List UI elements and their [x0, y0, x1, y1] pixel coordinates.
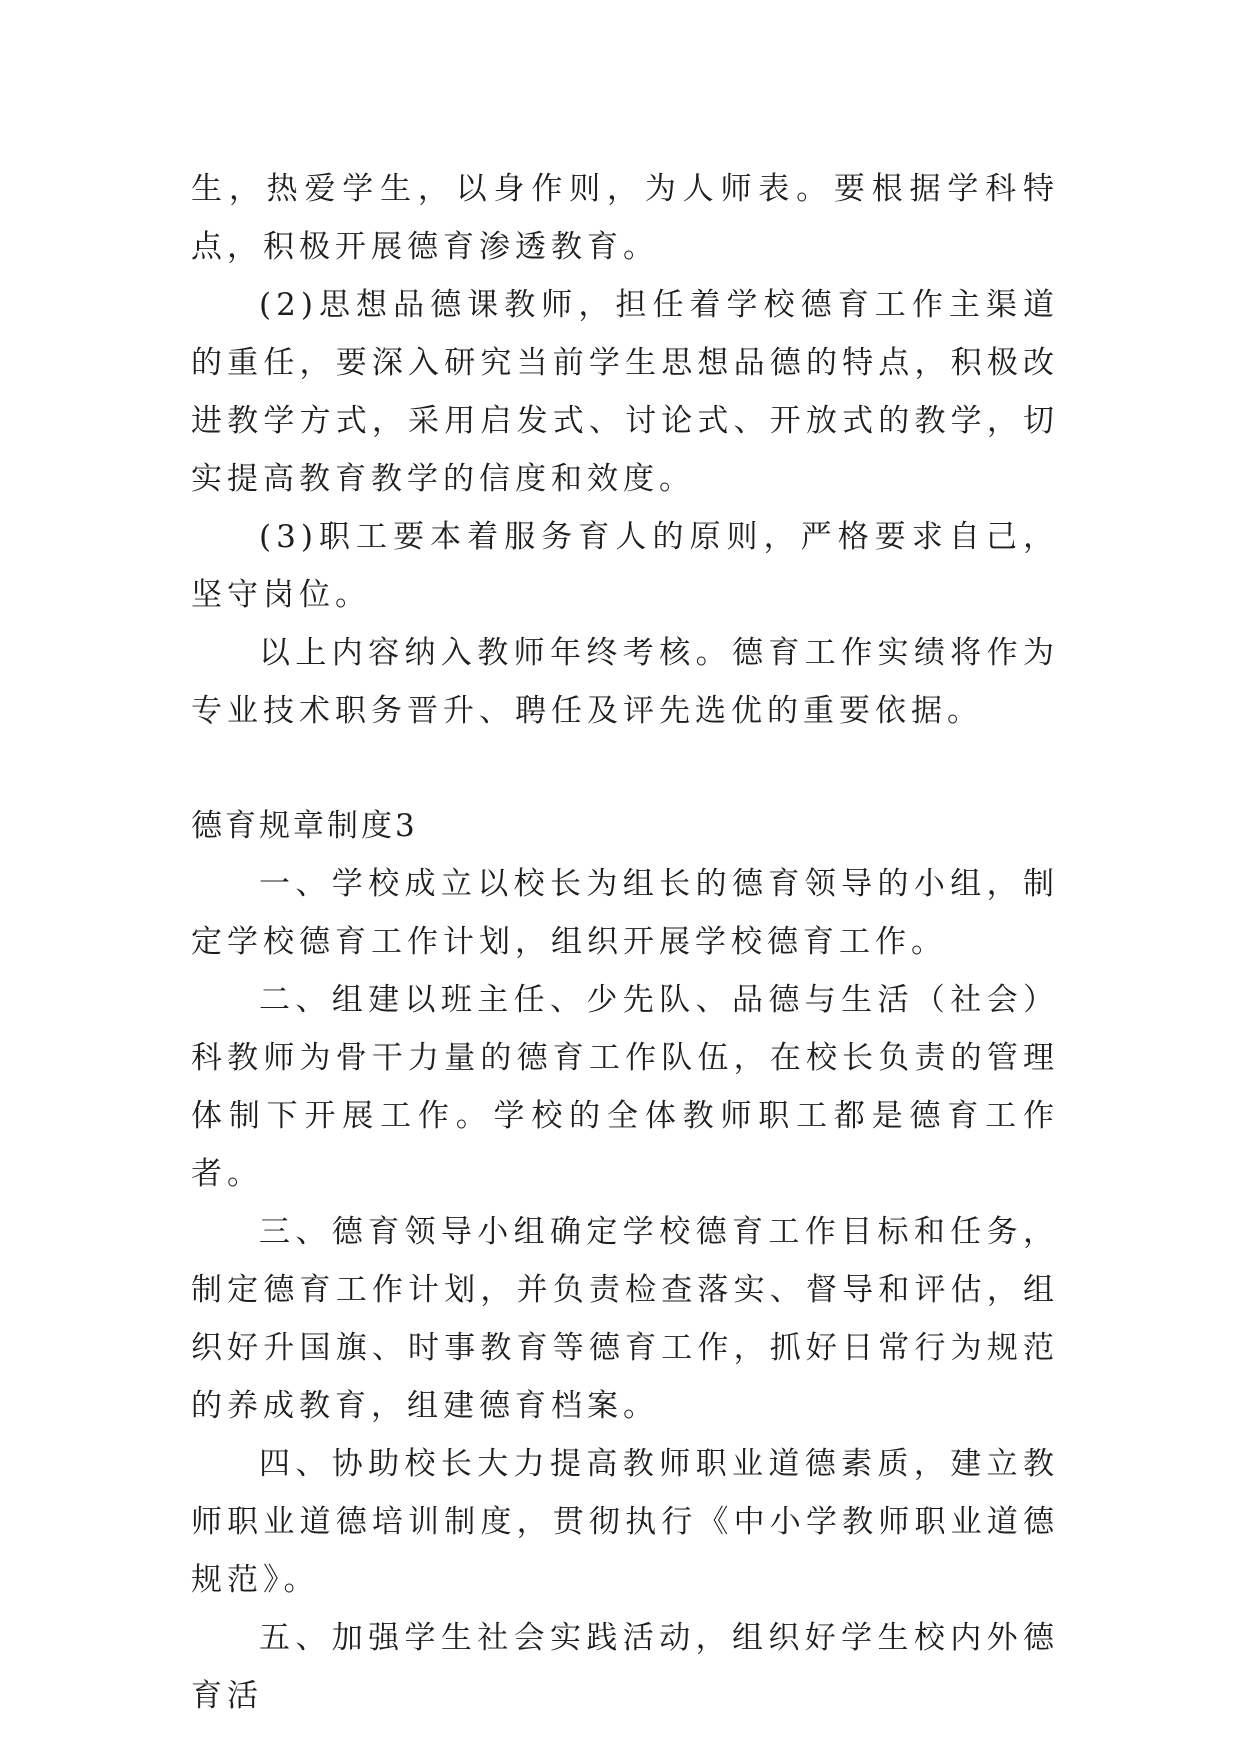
section-paragraph-2: 二、组建以班主任、少先队、品德与生活（社会）科教师为骨干力量的德育工作队伍，在校长负责的管理体制下开展工作。学校的全体教师职工都是德育工作者。 — [191, 982, 1059, 1192]
section-paragraph-3: 三、德育领导小组确定学校德育工作目标和任务，制定德育工作计划，并负责检查落实、督导和评估，组织好升国旗、时事教育等德育工作，抓好日常行为规范的养成教育，组建德育档案。 — [191, 1214, 1059, 1424]
paragraph-assessment: 以上内容纳入教师年终考核。德育工作实绩将作为专业技术职务晋升、聘任及评先选优的重要依据。 — [191, 635, 1059, 729]
section-paragraph-4: 四、协助校长大力提高教师职业道德素质，建立教师职业道德培训制度，贯彻执行《中小学教师职业道德规范》。 — [191, 1446, 1059, 1598]
section-paragraph-1: 一、学校成立以校长为组长的德育领导的小组，制定学校德育工作计划，组织开展学校德育工作。 — [191, 866, 1059, 960]
paragraph-item-3: (3)职工要本着服务育人的原则，严格要求自己，坚守岗位。 — [191, 519, 1059, 613]
section-title: 德育规章制度3 — [191, 808, 418, 844]
paragraph-item-2: (2)思想品德课教师，担任着学校德育工作主渠道的重任，要深入研究当前学生思想品德的特点，积极改进教学方式，采用启发式、讨论式、开放式的教学，切实提高教育教学的信度和效度。 — [191, 287, 1059, 497]
document-body — [191, 160, 1059, 1725]
section-paragraph-5: 五、加强学生社会实践活动，组织好学生校内外德育活 — [191, 1620, 1059, 1714]
paragraph-continuation: 生，热爱学生，以身作则，为人师表。要根据学科特点，积极开展德育渗透教育。 — [191, 171, 1059, 265]
